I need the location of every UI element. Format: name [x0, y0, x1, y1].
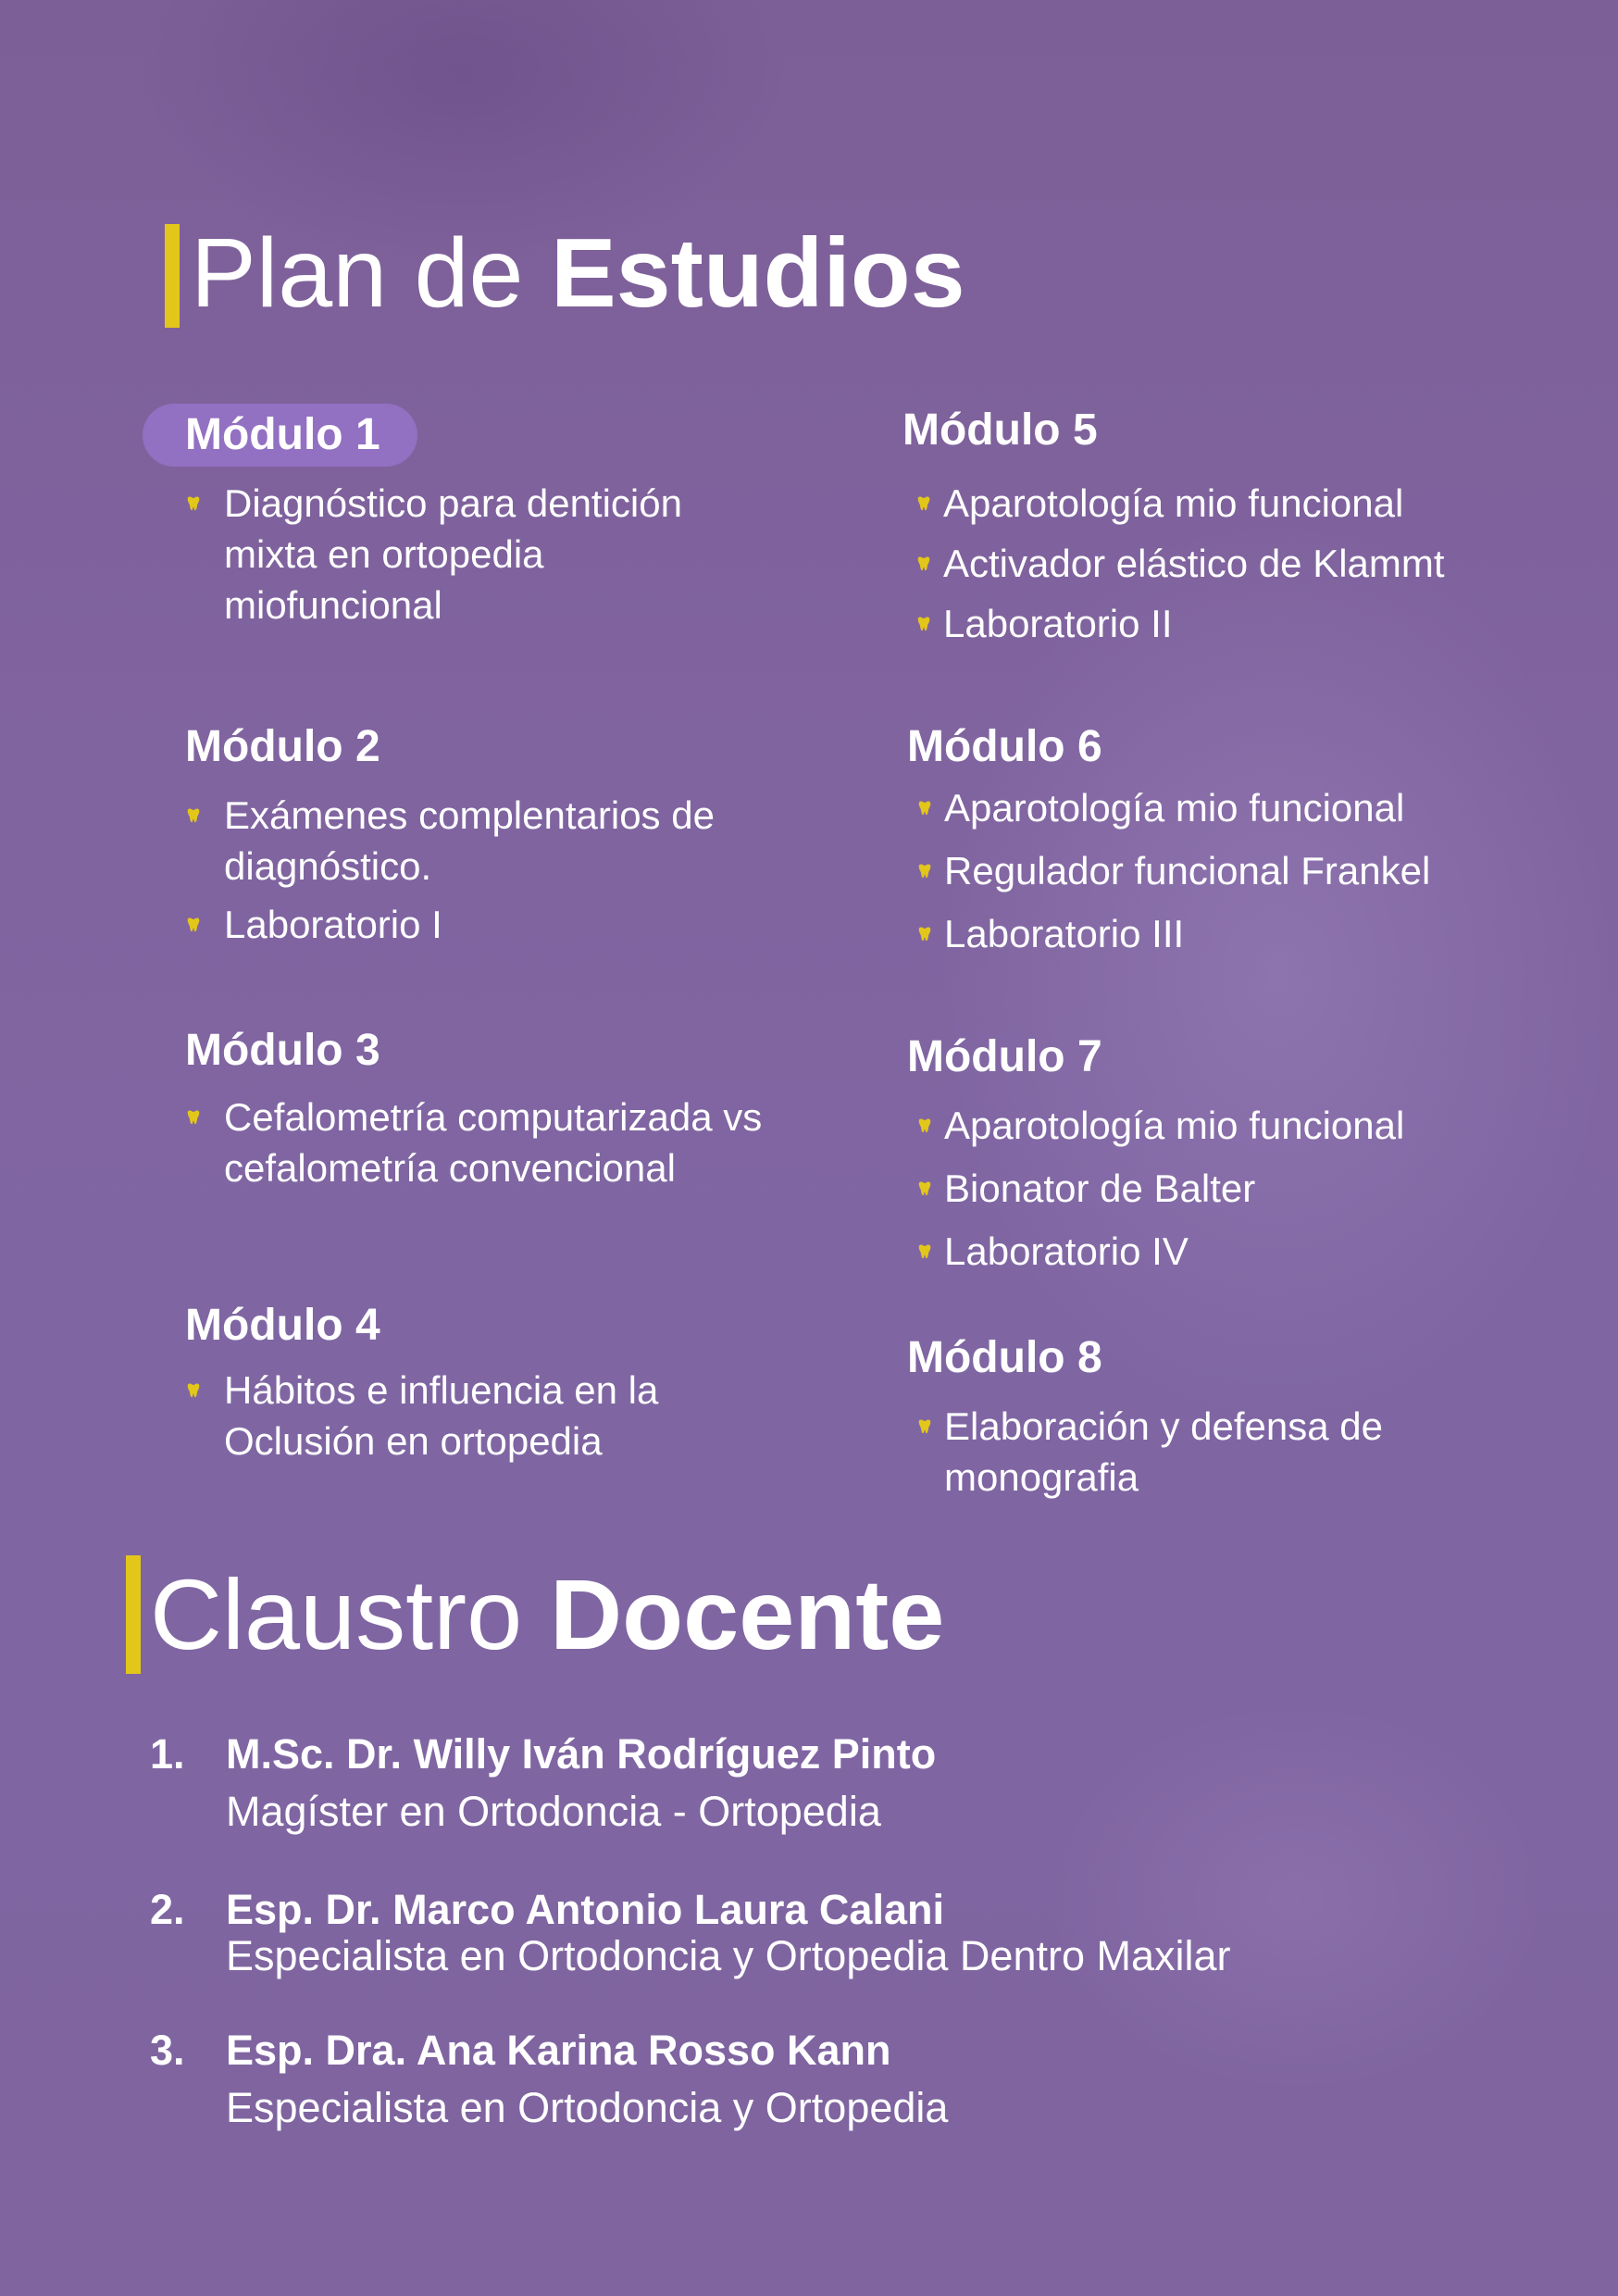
module-item: Activador elástico de Klammt — [915, 533, 1550, 593]
module-item: Laboratorio II — [915, 593, 1550, 654]
tooth-bullet-icon — [916, 800, 933, 817]
tooth-bullet-icon — [915, 555, 932, 572]
module-item: Diagnóstico para dentición mixta en ortopedia miofuncional — [183, 478, 741, 630]
module-item: Cefalometría computarizada vs cefalometría convencional — [183, 1092, 778, 1193]
title-light: Claustro — [150, 1558, 523, 1670]
module-item: Bionator de Balter — [916, 1157, 1555, 1220]
module-title: Módulo 3 — [185, 1026, 380, 1075]
title-accent-bar — [165, 224, 180, 328]
tooth-bullet-icon — [915, 616, 932, 632]
module-item: Aparotología mio funcional — [916, 777, 1555, 840]
plan-de-estudios-title — [191, 218, 965, 328]
module-title: Módulo 2 — [185, 722, 380, 771]
tooth-bullet-icon — [185, 917, 202, 933]
title-accent-bar — [126, 1555, 141, 1674]
title-bold: Docente — [550, 1558, 945, 1670]
module-title: Módulo 5 — [902, 406, 1098, 455]
teacher-number: 2. — [150, 1886, 185, 1933]
module-title: Módulo 4 — [185, 1301, 380, 1350]
title-light: Plan de — [191, 218, 524, 328]
claustro-docente-title — [150, 1558, 945, 1670]
module-item: Aparotología mio funcional — [916, 1094, 1555, 1157]
module-title: Módulo 6 — [907, 722, 1102, 771]
module-3 — [185, 1026, 778, 1193]
teacher-role: Especialista en Ortodoncia y Ortopedia — [226, 2084, 949, 2131]
tooth-bullet-icon — [916, 1117, 933, 1134]
module-5 — [902, 408, 1550, 654]
module-6 — [907, 722, 1555, 966]
teacher-name: M.Sc. Dr. Willy Iván Rodríguez Pinto — [226, 1730, 937, 1778]
module-item: Aparotología mio funcional — [915, 473, 1550, 533]
tooth-bullet-icon — [916, 1418, 933, 1435]
module-item: Laboratorio IV — [916, 1220, 1555, 1283]
module-item: Hábitos e influencia en la Oclusión en ortopedia — [183, 1365, 741, 1466]
tooth-bullet-icon — [185, 1382, 202, 1399]
module-item: Regulador funcional Frankel — [916, 840, 1555, 903]
teacher-role: Magíster en Ortodoncia - Ortopedia — [226, 1788, 881, 1835]
teacher-role: Especialista en Ortodoncia y Ortopedia Dentro Maxilar — [226, 1932, 1231, 1979]
tooth-bullet-icon — [185, 807, 202, 824]
module-item: Elaboración y defensa de monografia — [916, 1401, 1500, 1503]
module-7 — [907, 1032, 1555, 1283]
module-8 — [907, 1333, 1500, 1503]
tooth-bullet-icon — [916, 1243, 933, 1260]
tooth-bullet-icon — [916, 926, 933, 942]
tooth-bullet-icon — [185, 495, 202, 512]
tooth-bullet-icon — [916, 1180, 933, 1197]
tooth-bullet-icon — [915, 495, 932, 512]
tooth-bullet-icon — [185, 1109, 202, 1126]
tooth-bullet-icon — [916, 863, 933, 880]
module-title: Módulo 1 — [143, 404, 417, 467]
module-title: Módulo 8 — [907, 1333, 1102, 1382]
teacher-number: 1. — [150, 1730, 185, 1778]
teacher-number: 3. — [150, 2027, 185, 2074]
module-item: Exámenes complentarios de diagnóstico. — [183, 790, 778, 892]
module-title: Módulo 7 — [907, 1032, 1102, 1081]
module-item: Laboratorio I — [183, 899, 778, 950]
teacher-name: Esp. Dr. Marco Antonio Laura Calani — [226, 1886, 944, 1933]
module-2 — [185, 722, 778, 950]
module-item: Laboratorio III — [916, 903, 1555, 966]
module-4 — [185, 1301, 741, 1466]
teacher-name: Esp. Dra. Ana Karina Rosso Kann — [226, 2027, 891, 2074]
title-bold: Estudios — [550, 218, 965, 328]
module-1 — [185, 404, 741, 630]
